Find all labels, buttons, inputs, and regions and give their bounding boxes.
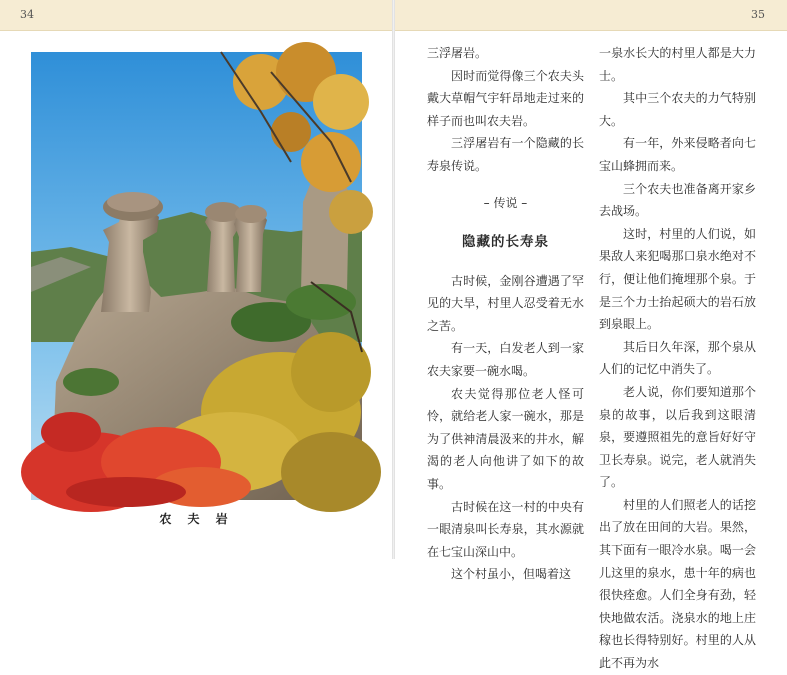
paragraph: 村里的人们照老人的话挖出了放在田间的大岩。果然，其下面有一眼冷水泉。喝一会儿这里的泉水，患十年的病也很快痊愈。人们全身有劲，轻快地做农活。浇泉水的地上庄稼也长得特别好。村里的人从此不再为水 xyxy=(599,497,756,671)
story-title: 隐藏的长寿泉 xyxy=(462,233,549,250)
right-page-number: 35 xyxy=(751,8,765,21)
left-page-number: 34 xyxy=(20,8,34,21)
paragraph: 老人说，你们要知道那个泉的故事，以后我到这眼清泉，要遵照祖先的意旨好好守卫长寿泉。说完，老人就消失了。 xyxy=(599,384,756,490)
paragraph: 三个农夫也准备离开家乡去战场。 xyxy=(599,181,756,219)
paragraph: 有一天，白发老人到一家农夫家要一碗水喝。 xyxy=(427,341,584,378)
paragraph: 因时而觉得像三个农夫头戴大草帽气宇轩昂地走过来的样子而也叫农夫岩。 xyxy=(427,68,584,128)
text-column-1 xyxy=(427,42,584,586)
left-page xyxy=(0,0,392,559)
paragraph: 三浮屠岩。 xyxy=(427,46,488,60)
paragraph: 有一年，外来侵略者向七宝山蜂拥而来。 xyxy=(599,136,756,173)
intro-paragraphs xyxy=(427,42,584,178)
paragraph: 农夫觉得那位老人怪可怜，就给老人家一碗水，那是为了供神清晨汲来的井水，解渴的老人向他讲了如下的故事。 xyxy=(427,386,584,491)
paragraph: 其中三个农夫的力气特别大。 xyxy=(599,91,756,128)
paragraph: 其后日久年深，那个泉从人们的记忆中消失了。 xyxy=(599,339,756,377)
paragraph: 三浮屠岩有一个隐藏的长寿泉传说。 xyxy=(427,136,584,173)
paragraph: 一泉水长大的村里人都是大力士。 xyxy=(599,46,756,83)
continued-paragraphs xyxy=(599,42,756,675)
section-label: – 传说 – xyxy=(483,195,528,210)
rock-formation-photo xyxy=(31,52,362,500)
right-page-header xyxy=(395,0,787,31)
paragraph: 古时候，金刚谷遭遇了罕见的大旱，村里人忍受着无水之苦。 xyxy=(427,273,584,333)
right-page xyxy=(395,0,787,671)
photo-caption: 农 夫 岩 xyxy=(159,512,234,526)
paragraph: 这个村虽小，但喝着这 xyxy=(451,567,572,582)
paragraph: 古时候在这一村的中央有一眼清泉叫长寿泉，其水源就在七宝山深山中。 xyxy=(427,499,584,559)
story-paragraphs xyxy=(427,270,584,586)
text-column-2 xyxy=(599,42,756,675)
left-page-header xyxy=(0,0,392,31)
paragraph: 这时，村里的人们说，如果敌人来犯喝那口泉水绝对不行，便让他们掩埋那个泉。于是三个力士抬起硕大的岩石放到泉眼上。 xyxy=(599,226,756,332)
